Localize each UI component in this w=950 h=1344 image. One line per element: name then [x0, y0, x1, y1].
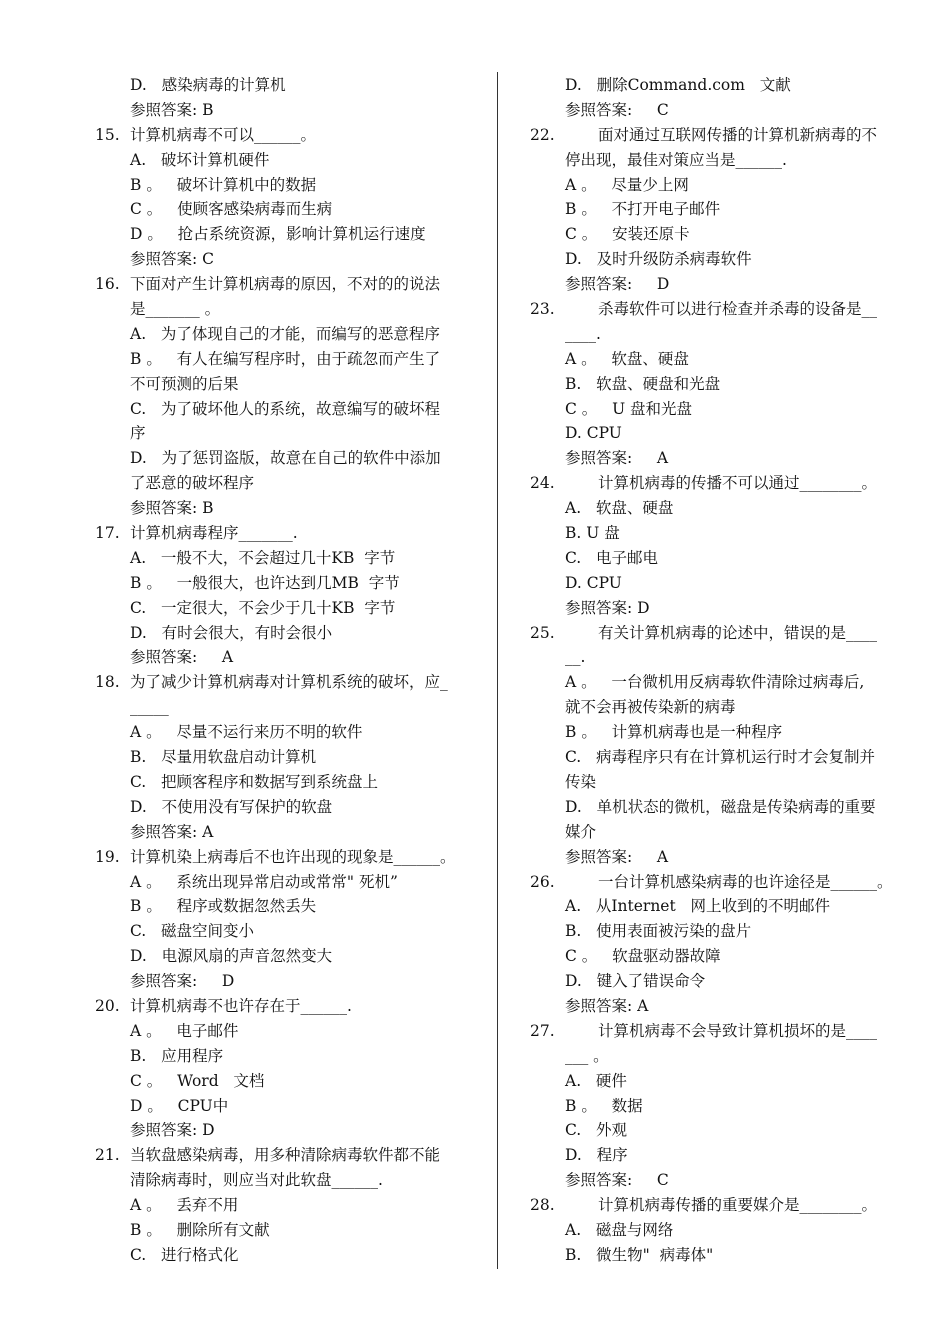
answer-option: A 。 尽量少上网: [565, 175, 689, 194]
answer-option: D 。 抢占系统资源，影响计算机运行速度: [130, 225, 426, 244]
answer-option: C 。 软盘驱动器故障: [565, 947, 721, 966]
question-text: 计算机病毒传播的重要媒介是________。: [598, 1196, 878, 1215]
question-stem: [530, 870, 915, 895]
answer-option: A. 破坏计算机硬件: [130, 150, 270, 169]
question-stem: [530, 1193, 915, 1218]
question-stem: [95, 521, 485, 546]
text-continuation: 序: [130, 424, 146, 443]
question-stem: [95, 994, 485, 1019]
answer-option: C. 为了破坏他人的系统，故意编写的破坏程: [130, 399, 441, 418]
question-number: 28.: [530, 1196, 555, 1215]
reference-answer: 参照答案: C: [130, 250, 215, 269]
question-stem: [530, 1019, 915, 1044]
question-stem: [530, 471, 915, 496]
answer-option: D. CPU: [565, 424, 622, 443]
answer-option: B. 软盘、硬盘和光盘: [565, 374, 721, 393]
answer-option: C. 病毒程序只有在计算机运行时才会复制并: [565, 748, 876, 767]
text-continuation: _____: [130, 698, 169, 717]
text-continuation: 了恶意的破坏程序: [130, 474, 255, 493]
answer-option: D. 及时升级防杀病毒软件: [565, 250, 752, 269]
answer-option: A 。 丢弃不用: [130, 1196, 239, 1215]
text-continuation: 不可预测的后果: [130, 374, 239, 393]
text-continuation: 就不会再被传染新的病毒: [565, 698, 736, 717]
answer-option: B 。 不打开电子邮件: [565, 200, 721, 219]
reference-answer: 参照答案: A: [130, 648, 234, 667]
answer-option: D. 键入了错误命令: [565, 972, 706, 991]
reference-answer: 参照答案: A: [565, 847, 669, 866]
answer-option: B 。 一般很大，也许达到几MB 字节: [130, 573, 400, 592]
answer-option: D. 单机状态的微机，磁盘是传染病毒的重要: [565, 797, 876, 816]
reference-answer: 参照答案: A: [130, 822, 214, 841]
question-stem: [95, 845, 485, 870]
reference-answer: 参照答案: D: [565, 275, 670, 294]
answer-option: A 。 电子邮件: [130, 1021, 239, 1040]
question-text: 有关计算机病毒的论述中，错误的是____: [598, 623, 878, 642]
question-number: 26.: [530, 872, 555, 891]
text-continuation: 是_______ 。: [130, 300, 221, 319]
question-text: 计算机病毒不也许存在于______.: [130, 996, 352, 1015]
reference-answer: 参照答案: D: [130, 972, 235, 991]
answer-option: C. 电子邮电: [565, 548, 659, 567]
question-stem: [95, 123, 485, 148]
answer-option: B 。 删除所有文献: [130, 1220, 270, 1239]
answer-option: A. 磁盘与网络: [565, 1220, 674, 1239]
left-column: [95, 73, 485, 1268]
text-continuation: 传染: [565, 772, 597, 791]
question-stem: [530, 297, 915, 322]
question-text: 杀毒软件可以进行检查并杀毒的设备是__: [598, 300, 878, 319]
question-number: 17.: [95, 524, 120, 543]
text-continuation: ____.: [565, 324, 601, 343]
answer-option: B. U 盘: [565, 524, 620, 543]
text-continuation: ___ 。: [565, 1046, 609, 1065]
text-continuation: 清除病毒时，则应当对此软盘______.: [130, 1171, 383, 1190]
answer-option: C 。 Word 文档: [130, 1071, 265, 1090]
reference-answer: 参照答案: B: [130, 499, 214, 518]
reference-answer: 参照答案: B: [130, 100, 214, 119]
answer-option: A 。 系统出现异常启动或常常" 死机”: [130, 872, 398, 891]
question-number: 21.: [95, 1146, 120, 1165]
answer-option: B 。 程序或数据忽然丢失: [130, 897, 317, 916]
answer-option: D. 程序: [565, 1146, 628, 1165]
question-stem: [95, 1143, 485, 1168]
right-column: [530, 73, 915, 1268]
answer-option: D. 为了惩罚盗版，故意在自己的软件中添加: [130, 449, 441, 468]
question-text: 计算机病毒程序_______.: [130, 524, 298, 543]
answer-option: C. 磁盘空间变小: [130, 922, 255, 941]
question-text: 计算机病毒不会导致计算机损坏的是____: [598, 1021, 878, 1040]
answer-option: A. 从Internet 网上收到的不明邮件: [565, 897, 830, 916]
answer-option: D. 有时会很大，有时会很小: [130, 623, 333, 642]
answer-option: B 。 有人在编写程序时，由于疏忽而产生了: [130, 349, 441, 368]
question-number: 24.: [530, 474, 555, 493]
column-divider: [497, 72, 498, 1269]
reference-answer: 参照答案: D: [565, 598, 650, 617]
answer-option: D. 电源风扇的声音忽然变大: [130, 947, 333, 966]
text-continuation: 停出现，最佳对策应当是______.: [565, 150, 787, 169]
answer-option: A. 为了体现自己的才能，而编写的恶意程序: [130, 324, 440, 343]
answer-option: D. 删除Command.com 文献: [565, 76, 791, 94]
question-stem: [95, 670, 485, 695]
question-stem: [95, 272, 485, 297]
question-text: 计算机病毒不可以______。: [130, 125, 317, 144]
question-number: 19.: [95, 847, 120, 866]
question-number: 27.: [530, 1021, 555, 1040]
question-stem: [530, 123, 915, 148]
reference-answer: 参照答案: C: [565, 1171, 669, 1190]
answer-option: B. 使用表面被污染的盘片: [565, 922, 752, 941]
answer-option: C. 一定很大，不会少于几十KB 字节: [130, 598, 396, 617]
answer-option: A 。 软盘、硬盘: [565, 349, 689, 368]
question-text: 下面对产生计算机病毒的原因，不对的的说法: [130, 275, 441, 294]
answer-option: B. 尽量用软盘启动计算机: [130, 748, 317, 767]
question-stem: [530, 621, 915, 646]
answer-option: A 。 一台微机用反病毒软件清除过病毒后,: [565, 673, 865, 692]
answer-option: A. 软盘、硬盘: [565, 499, 674, 518]
answer-option: B 。 破坏计算机中的数据: [130, 175, 317, 194]
question-number: 18.: [95, 673, 120, 692]
text-continuation: 媒介: [565, 822, 597, 841]
answer-option: B. 微生物" 病毒体": [565, 1245, 714, 1264]
answer-option: B 。 计算机病毒也是一种程序: [565, 723, 783, 742]
question-number: 16.: [95, 275, 120, 294]
question-text: 为了减少计算机病毒对计算机系统的破坏，应_: [130, 673, 448, 692]
answer-option: C. 外观: [565, 1121, 628, 1140]
question-number: 23.: [530, 300, 555, 319]
answer-option: B 。 数据: [565, 1096, 643, 1115]
question-text: 计算机染上病毒后不也许出现的现象是______。: [130, 847, 456, 866]
question-text: 当软盘感染病毒，用多种清除病毒软件都不能: [130, 1146, 441, 1165]
reference-answer: 参照答案: C: [565, 100, 669, 119]
answer-option: D. CPU: [565, 573, 622, 592]
question-text: 面对通过互联网传播的计算机新病毒的不: [598, 125, 878, 144]
answer-option: D 。 CPU中: [130, 1096, 229, 1115]
question-number: 22.: [530, 125, 555, 144]
question-text: 计算机病毒的传播不可以通过________。: [598, 474, 878, 493]
question-number: 25.: [530, 623, 555, 642]
text-continuation: __.: [565, 648, 586, 667]
reference-answer: 参照答案: A: [565, 996, 649, 1015]
answer-option: D. 不使用没有写保护的软盘: [130, 797, 333, 816]
answer-option: C 。 U 盘和光盘: [565, 399, 693, 418]
answer-option: A 。 尽量不运行来历不明的软件: [130, 723, 363, 742]
reference-answer: 参照答案: A: [565, 449, 669, 468]
answer-option: C. 进行格式化: [130, 1245, 239, 1264]
question-number: 20.: [95, 996, 120, 1015]
reference-answer: 参照答案: D: [130, 1121, 215, 1140]
question-text: 一台计算机感染病毒的也许途径是______。: [598, 872, 893, 891]
answer-option: A. 一般不大，不会超过几十KB 字节: [130, 548, 396, 567]
answer-option: C. 把顾客程序和数据写到系统盘上: [130, 772, 379, 791]
answer-option: C 。 安装还原卡: [565, 225, 690, 244]
answer-option: D. 感染病毒的计算机: [130, 76, 286, 94]
answer-option: C 。 使顾客感染病毒而生病: [130, 200, 333, 219]
answer-option: B. 应用程序: [130, 1046, 224, 1065]
answer-option: A. 硬件: [565, 1071, 627, 1090]
question-number: 15.: [95, 125, 120, 144]
